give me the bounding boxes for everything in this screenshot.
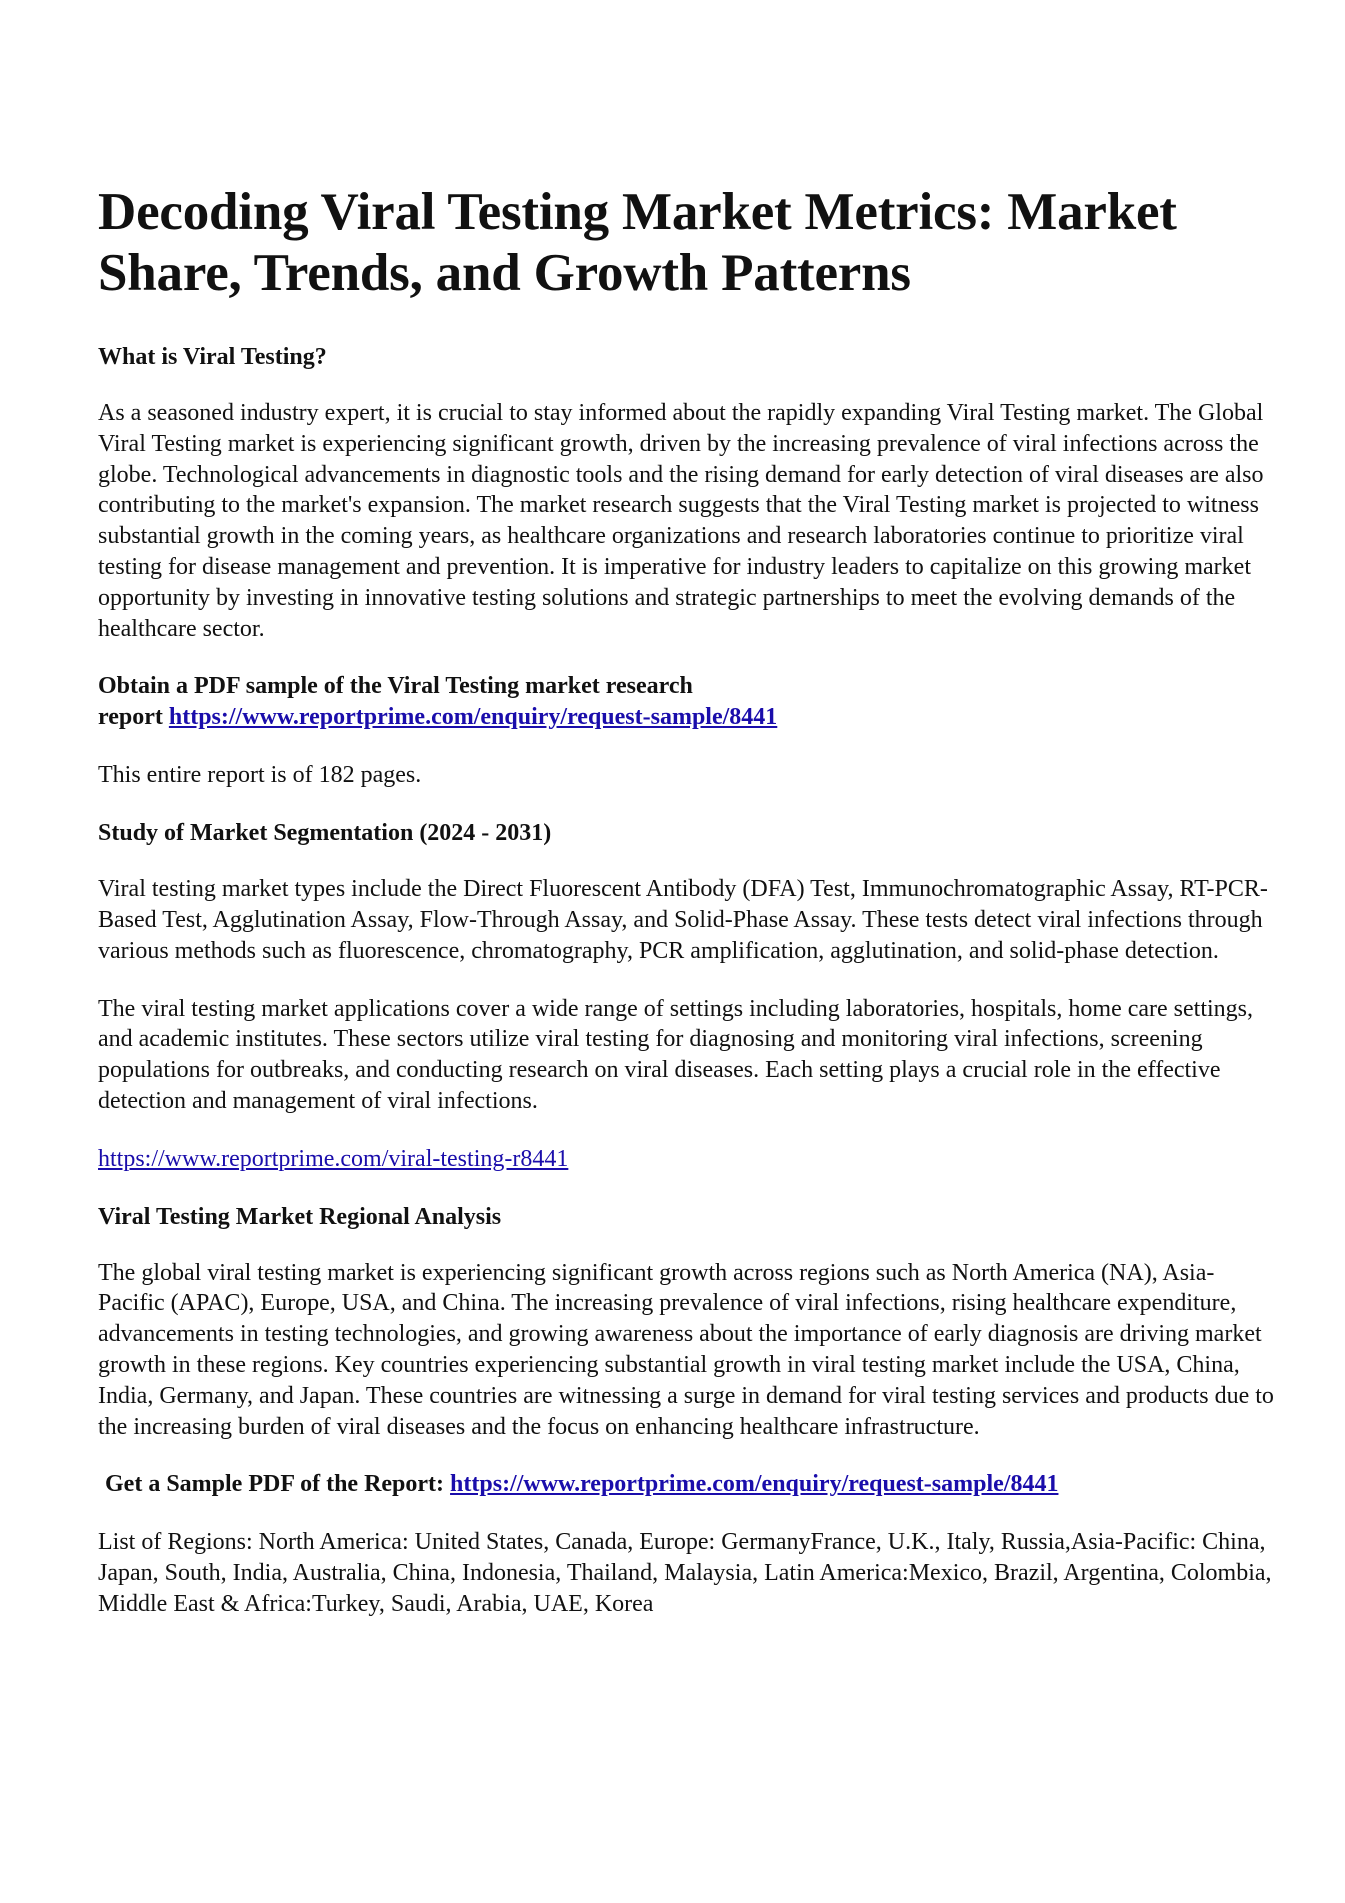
pages-note: This entire report is of 182 pages. bbox=[98, 762, 422, 789]
sample-pdf-label: Get a Sample PDF of the Report: bbox=[105, 1471, 445, 1498]
regional-paragraph: The global viral testing market is experiencing significant growth across regions such as North America (NA), Asia-Pacific (APAC), Europe, USA, and China. The increasing prevalence of viral infections, rising healthcare expenditure, advancements in testing technologies, and growing awareness about the importance of early diagnosis are driving market growth in these regions. Key countries experiencing substantial growth in viral testing market include the USA, China, India, Germany, and Japan. These countries are witnessing a surge in demand for viral testing services and products due to the increasing burden of viral diseases and the focus on enhancing healthcare infrastructure. bbox=[98, 1259, 1274, 1440]
section-heading-regional: Viral Testing Market Regional Analysis bbox=[98, 1203, 502, 1230]
sample-request-block bbox=[98, 671, 1278, 733]
sample-request-label-line2: report bbox=[98, 704, 163, 731]
report-link-paragraph bbox=[98, 1144, 1278, 1175]
report-link[interactable]: https://www.reportprime.com/viral-testing-r8441 bbox=[98, 1145, 569, 1172]
segmentation-applications-paragraph: The viral testing market applications cover a wide range of settings including laboratories, hospitals, home care settings, and academic institutes. These sectors utilize viral testing for diagnosing and monitoring viral infections, screening populations for outbreaks, and conducting research on viral diseases. Each setting plays a crucial role in the effective detection and management of viral infections. bbox=[98, 995, 1253, 1114]
sample-request-label-line1: Obtain a PDF sample of the Viral Testing market research bbox=[98, 673, 693, 700]
sample-pdf-block bbox=[98, 1469, 1278, 1500]
document-page bbox=[98, 182, 1278, 1647]
sample-pdf-link[interactable]: https://www.reportprime.com/enquiry/request-sample/8441 bbox=[450, 1471, 1059, 1498]
regions-list-paragraph: List of Regions: North America: United States, Canada, Europe: GermanyFrance, U.K., Italy, Russia,Asia-Pacific: China, Japan, South, India, Australia, China, Indonesia, Thailand, Malaysia, Latin America:Mexico, Brazil, Argentina, Colombia, Middle East & Africa:Turkey, Saudi, Arabia, UAE, Korea bbox=[98, 1529, 1272, 1617]
section-heading-what-is: What is Viral Testing? bbox=[98, 344, 327, 370]
what-is-paragraph: As a seasoned industry expert, it is crucial to stay informed about the rapidly expanding Viral Testing market. The Global Viral Testing market is experiencing significant growth, driven by the increasing prevalence of viral infections across the globe. Technological advancements in diagnostic tools and the rising demand for early detection of viral diseases are also contributing to the market's expansion. The market research suggests that the Viral Testing market is projected to witness substantial growth in the coming years, as healthcare organizations and research laboratories continue to prioritize viral testing for disease management and prevention. It is imperative for industry leaders to capitalize on this growing market opportunity by investing in innovative testing solutions and strategic partnerships to meet the evolving demands of the healthcare sector. bbox=[98, 400, 1264, 642]
section-heading-segmentation: Study of Market Segmentation (2024 - 2031) bbox=[98, 820, 552, 847]
page-title: Decoding Viral Testing Market Metrics: Market Share, Trends, and Growth Patterns bbox=[98, 183, 1177, 302]
sample-request-link[interactable]: https://www.reportprime.com/enquiry/request-sample/8441 bbox=[168, 704, 778, 731]
segmentation-types-paragraph: Viral testing market types include the Direct Fluorescent Antibody (DFA) Test, Immunochromatographic Assay, RT-PCR-Based Test, Agglutination Assay, Flow-Through Assay, and Solid-Phase Assay. These tests detect viral infections through various methods such as fluorescence, chromatography, PCR amplification, agglutination, and solid-phase detection. bbox=[98, 876, 1268, 964]
